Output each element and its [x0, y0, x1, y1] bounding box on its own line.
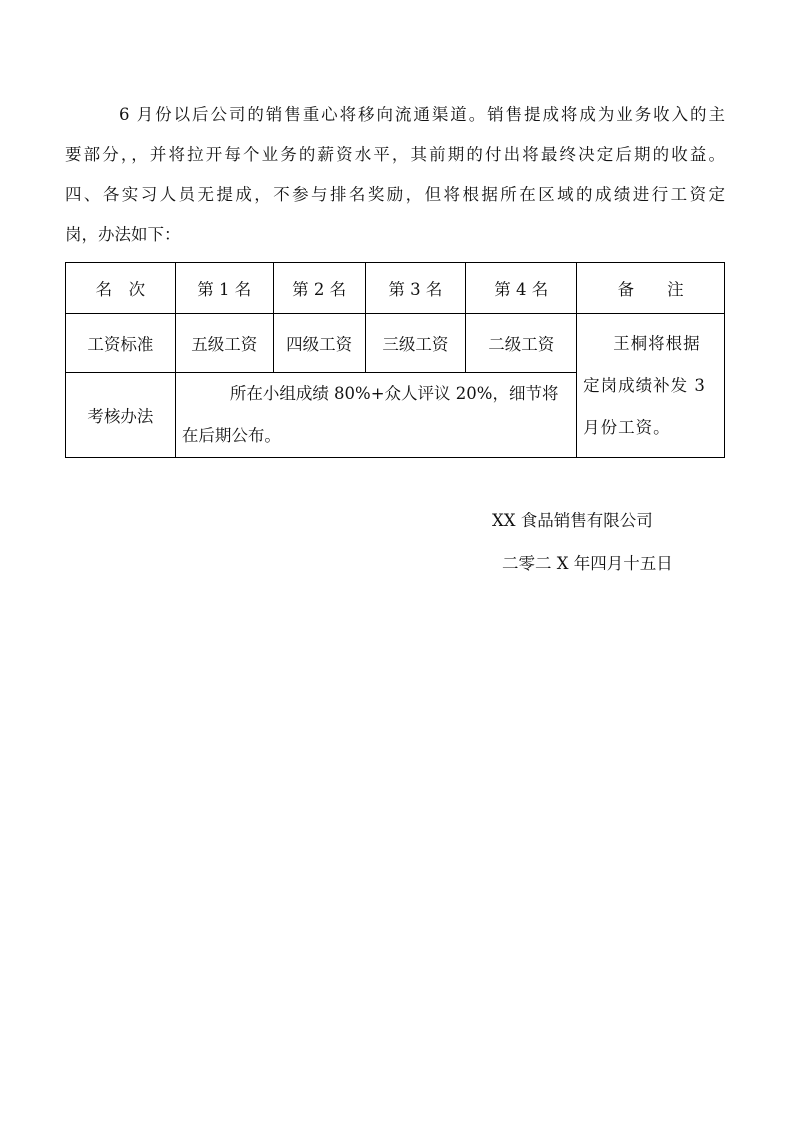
body-line: 要部分，，并将拉开每个业务的薪资水平，其前期的付出将最终决定后期的收益。	[65, 145, 725, 164]
header-cell: 第 3 名	[365, 263, 466, 314]
note-line: 王桐将根据	[613, 333, 701, 353]
body-paragraph	[65, 95, 725, 255]
table-cell: 四级工资	[273, 314, 365, 373]
body-line: 6 月份以后公司的销售重心将移向流通渠道。销售提成将成为业务收入的主	[119, 105, 725, 124]
row-label: 考核办法	[66, 373, 176, 458]
header-cell: 名 次	[66, 263, 176, 314]
assessment-line: 所在小组成绩 80%+众人评议 20%，细节将	[229, 384, 559, 403]
header-cell: 备 注	[577, 263, 725, 314]
row-label: 工资标准	[66, 314, 176, 373]
company-name: XX 食品销售有限公司	[492, 511, 653, 530]
body-line: 岗，办法如下：	[65, 225, 181, 244]
note-line: 月份工资。	[583, 417, 671, 437]
table-cell: 五级工资	[175, 314, 273, 373]
header-cell: 第 2 名	[273, 263, 365, 314]
assessment-line: 在后期公布。	[181, 426, 281, 445]
signature-date: 二零二 X 年四月十五日	[502, 554, 673, 573]
table-cell: 二级工资	[466, 314, 577, 373]
table-row	[66, 314, 725, 373]
table-cell: 三级工资	[365, 314, 466, 373]
header-cell: 第 1 名	[175, 263, 273, 314]
assessment-cell	[175, 373, 576, 458]
note-line: 定岗成绩补发 3	[583, 375, 706, 395]
body-line: 四、各实习人员无提成，不参与排名奖励，但将根据所在区域的成绩进行工资定	[65, 185, 725, 204]
salary-table	[65, 262, 725, 458]
note-cell	[577, 314, 725, 458]
table-header-row	[66, 263, 725, 314]
header-cell: 第 4 名	[466, 263, 577, 314]
